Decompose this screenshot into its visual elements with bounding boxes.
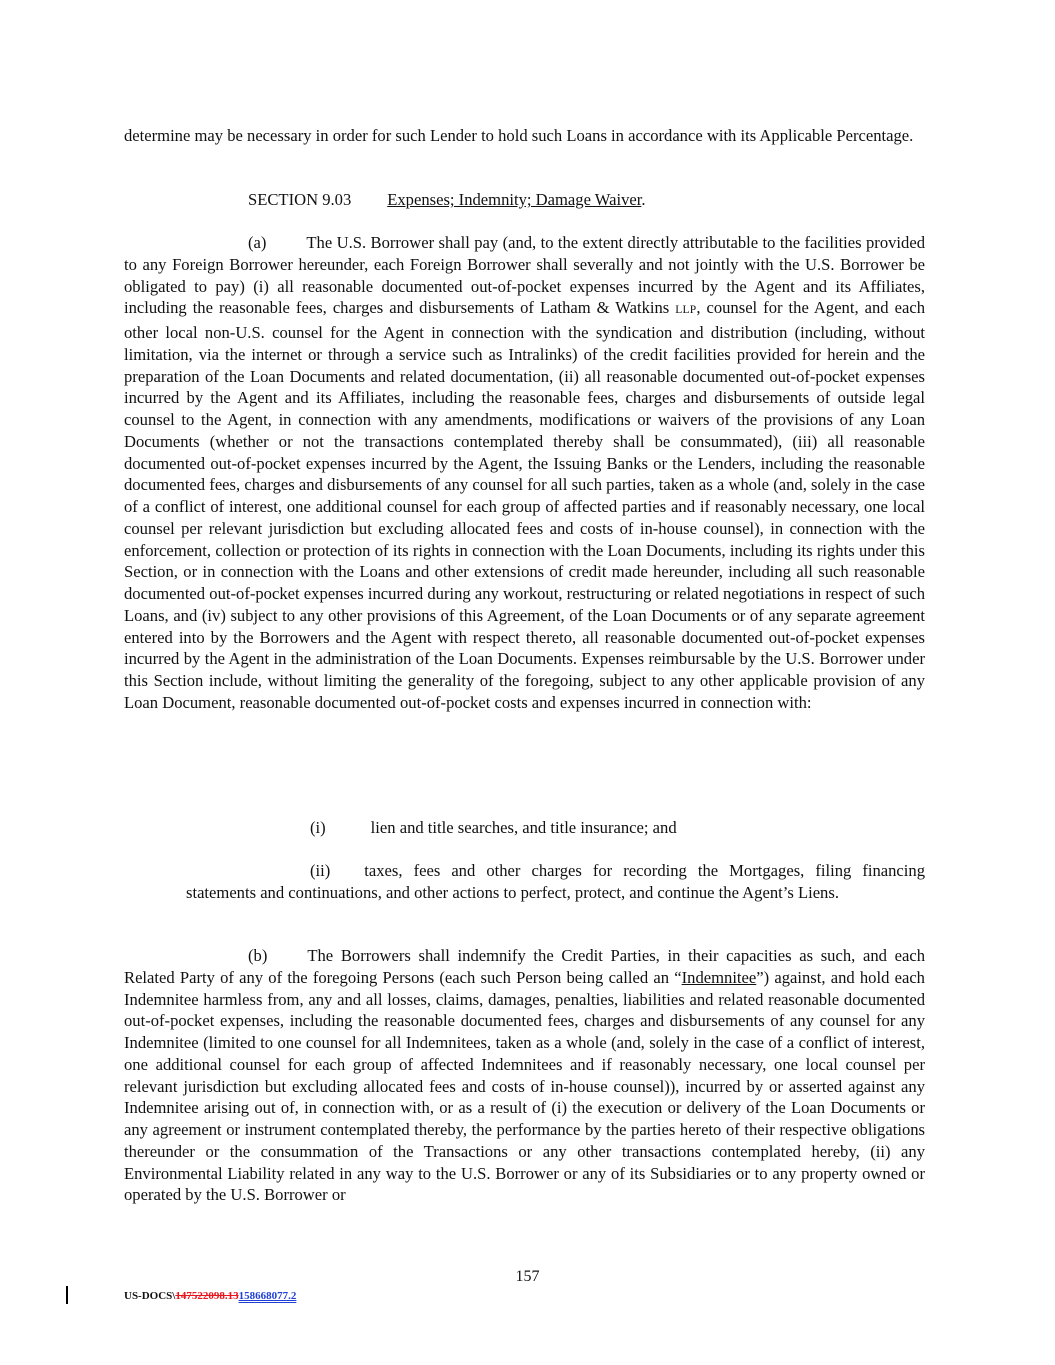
page-number: 157 xyxy=(515,1268,540,1285)
paragraph-a-label: (a) xyxy=(248,233,267,252)
section-title: Expenses; Indemnity; Damage Waiver xyxy=(387,190,642,209)
document-id-deleted: 147522098.13 xyxy=(175,1290,239,1302)
indemnitee-defined-term: Indemnitee xyxy=(681,967,757,987)
document-id-inserted: 158668077.2 xyxy=(238,1290,297,1302)
section-heading xyxy=(124,189,925,211)
continuation-paragraph: determine may be necessary in order for such Lender to hold such Loans in accordance with its Applicable Percentage. xyxy=(124,126,914,145)
section-number: SECTION 9.03 xyxy=(248,190,352,209)
document-id xyxy=(124,1290,296,1302)
item-i xyxy=(124,817,925,839)
paragraph-b-label: (b) xyxy=(248,946,268,965)
paragraph-a-text-1: The U.S. Borrower shall pay (and, to the extent directly attributable to the facilities provided to any Foreign Borrower hereunder, each Foreign Borrower shall severally and not jointly with the U.S. Borrower be obligated to pay) (i) all reasonable documented out-of-pocket expenses incurred by the Agent and its Affiliates, including the reasonable fees, charges and disbursements of Latham & Watkins xyxy=(124,233,925,318)
paragraph-a-llp: LLP xyxy=(675,304,697,317)
paragraph-a-text-2: , counsel for the Agent, and each other local non-U.S. counsel for the Agent in connection with the syndication and distribution (including, without limitation, via the internet or through a service such as Intralinks) of the credit facilities provided for herein and the preparation of the Loan Documents and related documentation, (ii) all reasonable documented out-of-pocket expenses incurred by the Agent and its Affiliates, including the reasonable fees, charges and disbursements of outside legal counsel to the Agent, in connection with any amendments, modifications or waivers of the provisions of any Loan Documents (whether or not the transactions contemplated thereby shall be consummated), (iii) all reasonable documented out-of-pocket expenses incurred by the Agent, the Issuing Banks or the Lenders, including the reasonable documented fees, charges and disbursements of any counsel for all such parties, taken as a whole (and, solely in the case of a conflict of interest, one additional counsel for each group of affected parties and if reasonably necessary, one local counsel per relevant jurisdiction but excluding allocated fees and costs of in-house counsel), in connection with the enforcement, collection or protection of its rights in connection with the Loan Documents, including its rights under this Section, or in connection with the Loans and other extensions of credit made hereunder, including all such reasonable documented out-of-pocket expenses incurred during any workout, restructuring or related negotiations in respect of such Loans, and (iv) subject to any other provisions of this Agreement, of the Loan Documents or of any separate agreement entered into by the Borrowers and the Agent with respect thereto, all reasonable documented out-of-pocket expenses incurred by the Agent in the administration of the Loan Documents. Expenses reimbursable by the U.S. Borrower under this Section include, without limiting the generality of the foregoing, subject to any other applicable provision of any Loan Document, reasonable documented out-of-pocket costs and expenses incurred in connection with: xyxy=(124,298,925,712)
paragraph-a xyxy=(124,232,925,714)
paragraph-b-text-2: ”) against, and hold each Indemnitee harmless from, any and all losses, claims, damages, penalties, liabilities and related reasonable documented out-of-pocket expenses, including the reasonable documented fees, charges and disbursements of any counsel for any Indemnitee (limited to one counsel for all Indemnitees, taken as a whole (and, solely in the case of a conflict of interest, one additional counsel for each group of affected Indemnitees and if reasonably necessary, one local counsel per relevant jurisdiction but excluding allocated fees and costs of in-house counsel)), incurred by or asserted against any Indemnitee arising out of, in connection with, or as a result of (i) the execution or delivery of the Loan Documents or any agreement or instrument contemplated thereby, the performance by the parties hereto of their respective obligations thereunder or the consummation of the Transactions or any other transactions contemplated hereby, (ii) any Environmental Liability related in any way to the U.S. Borrower or any of its Subsidiaries or to any property owned or operated by the U.S. Borrower or xyxy=(124,967,925,1205)
section-title-end: . xyxy=(641,190,646,209)
item-i-label: (i) xyxy=(310,818,326,837)
item-ii xyxy=(186,860,925,904)
item-ii-text: taxes, fees and other charges for recording the Mortgages, filing financing statements and continuations, and other actions to perfect, protect, and continue the Agent’s Liens. xyxy=(186,861,925,902)
paragraph-b-text-1: The Borrowers shall indemnify the Credit Parties, in their capacities as such, and each Related Party of any of the foregoing Persons (each such Person being called an “ xyxy=(124,946,925,987)
change-bar xyxy=(66,1286,68,1304)
paragraph-b xyxy=(124,945,925,1206)
item-ii-label: (ii) xyxy=(310,861,331,880)
item-i-text: lien and title searches, and title insurance; and xyxy=(370,818,677,837)
document-id-prefix: US-DOCS\ xyxy=(124,1290,176,1302)
